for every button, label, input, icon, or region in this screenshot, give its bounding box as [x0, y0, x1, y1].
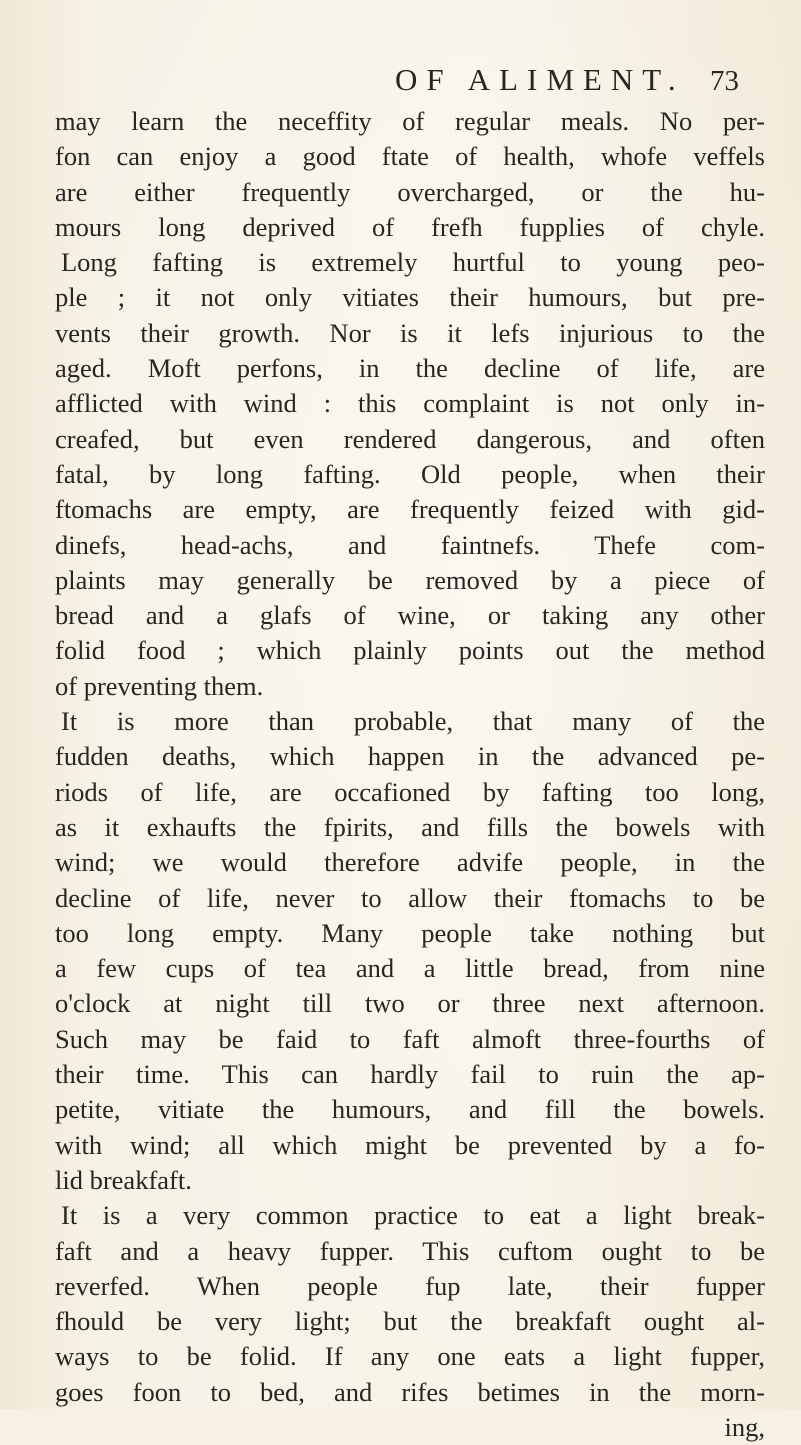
text-line: lid breakfaft. — [55, 1164, 192, 1195]
text-line: o'clock at night till two or three next afternoon. — [55, 988, 765, 1019]
page-header — [395, 62, 775, 102]
text-line: ple ; it not only vitiates their humours, but pre- — [55, 282, 765, 313]
text-line: It is more than probable, that many of the — [61, 706, 765, 737]
text-line: too long empty. Many people take nothing but — [55, 917, 765, 948]
text-line: their time. This can hardly fail to ruin the ap- — [55, 1059, 765, 1090]
body-text — [55, 104, 765, 1445]
text-line: goes foon to bed, and rifes betimes in the morn- — [55, 1376, 765, 1407]
text-line: aged. Moft perfons, in the decline of life, are — [55, 353, 765, 384]
text-line: vents their growth. Nor is it lefs injurious to the — [55, 317, 765, 348]
text-line: creafed, but even rendered dangerous, and often — [55, 423, 765, 454]
text-line: ways to be folid. If any one eats a light fupper, — [55, 1341, 765, 1372]
text-line: bread and a glafs of wine, or taking any other — [55, 600, 765, 631]
text-line: Such may be faid to faft almoft three-fourths of — [55, 1023, 765, 1054]
text-line: wind; we would therefore advife people, in the — [55, 847, 765, 878]
page-number: 73 — [710, 65, 739, 97]
text-line: Long fafting is extremely hurtful to young peo- — [61, 247, 765, 278]
text-line: reverfed. When people fup late, their fupper — [55, 1270, 765, 1301]
text-line: a few cups of tea and a little bread, from nine — [55, 953, 765, 984]
text-line: fatal, by long fafting. Old people, when their — [55, 458, 765, 489]
running-title: OF ALIMENT. — [395, 62, 685, 97]
text-line: faft and a heavy fupper. This cuftom ought to be — [55, 1235, 765, 1266]
catchword-line: ing, — [724, 1411, 765, 1442]
text-line: of preventing them. — [55, 670, 264, 701]
text-line: fhould be very light; but the breakfaft ought al- — [55, 1306, 765, 1337]
text-line: dinefs, head-achs, and faintnefs. Thefe com- — [55, 529, 765, 560]
text-line: fudden deaths, which happen in the advanced pe- — [55, 741, 765, 772]
text-line: with wind; all which might be prevented by a fo- — [55, 1129, 765, 1160]
text-line: plaints may generally be removed by a piece of — [55, 564, 765, 595]
text-line: It is a very common practice to eat a light break- — [61, 1200, 765, 1231]
text-line: may learn the neceffity of regular meals. No per- — [55, 106, 765, 136]
text-line: riods of life, are occafioned by fafting too long, — [55, 776, 765, 807]
text-line: as it exhaufts the fpirits, and fills the bowels with — [55, 811, 765, 842]
text-line: folid food ; which plainly points out the method — [55, 635, 765, 666]
text-line: ftomachs are empty, are frequently feized with gid- — [55, 494, 765, 525]
text-line: fon can enjoy a good ftate of health, whofe veffels — [55, 141, 765, 172]
text-line: mours long deprived of frefh fupplies of chyle. — [55, 211, 765, 242]
text-line: petite, vitiate the humours, and fill the bowels. — [55, 1094, 765, 1125]
text-line: decline of life, never to allow their ftomachs to be — [55, 882, 765, 913]
text-line: afflicted with wind : this complaint is not only in- — [55, 388, 765, 419]
text-line: are either frequently overcharged, or the hu- — [55, 176, 765, 207]
